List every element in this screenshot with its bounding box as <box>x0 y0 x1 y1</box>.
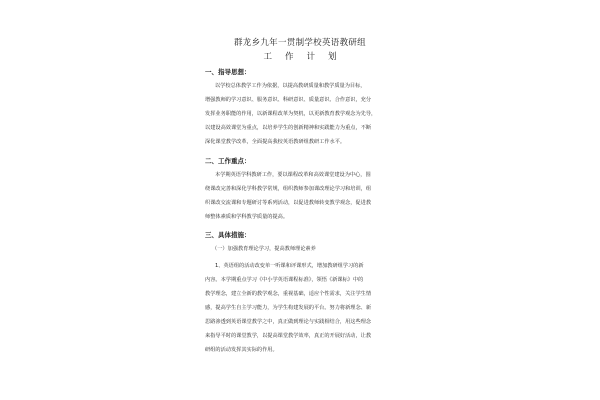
paragraph-line: 师整体素质和学科教学质量的提高。 <box>205 214 289 220</box>
paragraph-line: 织课改交流课和专题研讨等系列活动，以促进教师转变教学观念，促进教 <box>205 200 372 206</box>
paragraph-line: 教学理念，建立全新的教学观念，重视基础，适应个性需求，关注学生情 <box>205 291 372 297</box>
paragraph-line: 以学校总体教学工作为依据，以提高教研质量和教学质量为目标， <box>215 83 366 89</box>
paragraph-line: 以建设高效课堂为重点，以培养学生的创新精神和实践能力为重点，不断 <box>205 125 372 131</box>
paragraph-line: 本学期英语学科教研工作，要以课程改革和高效课堂建设为中心，围 <box>215 172 371 178</box>
paragraph-line: 感，提高学生自主学习能力，为学生构建发展的平台。努力将新理念、新 <box>205 305 372 311</box>
document-title: 群龙乡九年一贯制学校英语教研组 <box>233 38 366 48</box>
paragraph-line: 研组的活动发挥其实际的作用。 <box>205 347 278 353</box>
paragraph-line: 来指导平时的课堂教学，以提高课堂教学效率，真正的开展好活动，让教 <box>205 333 372 339</box>
paragraph-line: 绕课改完善和深化学科教学常规，组织教师参加课改理论学习和培训，组 <box>205 186 372 192</box>
paragraph-line: 1、英语组的活动改变单一听课和评课形式，增加教研组学习的新 <box>215 263 364 269</box>
section-heading-guiding-ideology: 一、指导思想： <box>205 68 251 76</box>
paragraph-line: 深化课堂教学改革，全面提高我校英语教研组教研工作水平。 <box>205 139 346 145</box>
paragraph-line: 增强教师的学习意识、服务意识、科研意识、质量意识、合作意识，充分 <box>205 97 372 103</box>
document-subtitle: 工作计划 <box>263 52 350 62</box>
section-heading-specific-measures: 三、具体措施： <box>205 231 251 239</box>
paragraph-line: 内容。本学期重点学习《中小学英语课程标准》，领悟《新课标》中的 <box>205 277 364 283</box>
subsection-heading: （一）加强教育理论学习，提高教师理论素养 <box>212 246 316 252</box>
section-heading-work-focus: 二、工作重点： <box>205 157 251 165</box>
paragraph-line: 思路渗透到英语课堂教学之中，真正做到理论与实践相结合，用这些理念 <box>205 319 372 325</box>
paragraph-line: 发挥业务职能的作用，以新课程改革为契机，以更新教育教学观念为先导， <box>205 111 377 117</box>
